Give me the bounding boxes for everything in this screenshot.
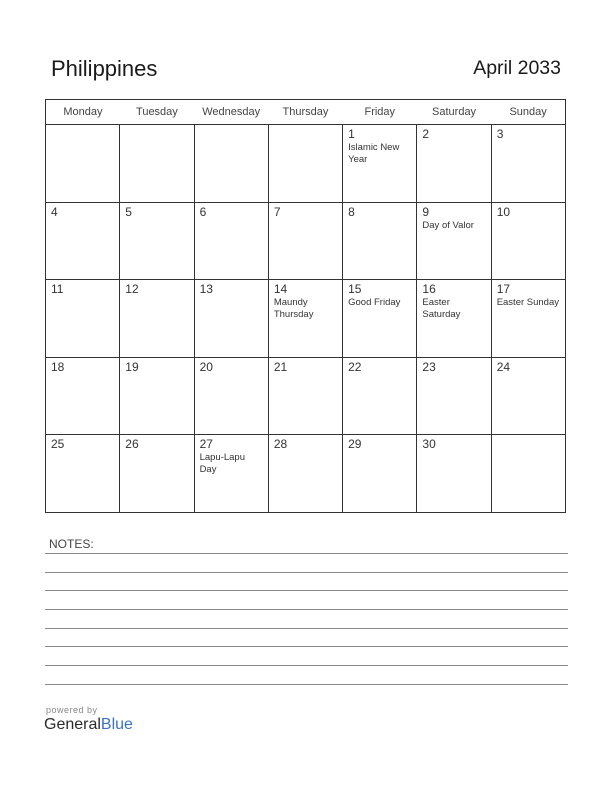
- holiday-label: Good Friday: [348, 297, 401, 309]
- day-number: 22: [348, 359, 362, 374]
- weekday-header: Thursday: [268, 100, 342, 125]
- day-cell: [46, 202, 120, 280]
- day-number: 13: [199, 282, 213, 297]
- weekday-header: Saturday: [417, 100, 491, 125]
- day-cell: [46, 125, 120, 203]
- holiday-label: Day of Valor: [422, 219, 474, 231]
- day-cell: [194, 357, 268, 435]
- day-cell: [491, 435, 565, 513]
- day-number: 24: [496, 359, 511, 374]
- day-cell: [268, 280, 342, 358]
- day-number: 6: [199, 204, 207, 219]
- note-line: [45, 590, 568, 591]
- day-number: 20: [199, 359, 213, 374]
- day-cell: [417, 357, 491, 435]
- brand-blue: Blue: [100, 716, 133, 733]
- day-cell: [417, 125, 491, 203]
- note-line: [45, 684, 568, 685]
- day-cell: [46, 280, 120, 358]
- day-number: 7: [273, 204, 281, 219]
- note-line: [45, 609, 568, 610]
- day-number: 21: [273, 359, 288, 374]
- day-cell: [120, 357, 194, 435]
- day-number: 3: [496, 127, 504, 141]
- day-cell: [194, 280, 268, 358]
- day-cell: [120, 280, 194, 358]
- day-cell: [343, 202, 417, 280]
- brand-logo: [44, 716, 133, 734]
- holiday-label: Lapu-Lapu Day: [199, 452, 245, 476]
- day-number: 8: [348, 204, 355, 219]
- note-line: [45, 665, 568, 666]
- day-cell: [343, 435, 417, 513]
- weekday-header-row: [46, 100, 566, 125]
- day-number: 10: [496, 204, 511, 219]
- holiday-label: Islamic New Year: [348, 142, 400, 165]
- day-cell: [491, 125, 565, 203]
- day-number: 16: [422, 282, 436, 297]
- calendar-grid: [45, 99, 566, 513]
- day-cell: [120, 435, 194, 513]
- day-number: 27: [199, 437, 213, 452]
- day-number: 30: [422, 437, 436, 452]
- weekday-header: Sunday: [491, 100, 565, 125]
- note-line: [45, 572, 568, 573]
- day-number: 15: [348, 282, 362, 297]
- notes-label: NOTES:: [49, 537, 94, 551]
- day-number: 9: [422, 204, 430, 219]
- day-cell: [491, 202, 565, 280]
- brand-general: General: [44, 716, 101, 733]
- note-line: [45, 646, 568, 647]
- day-number: 12: [125, 282, 139, 297]
- holiday-label: Easter Sunday: [496, 297, 560, 309]
- day-number: 29: [348, 437, 362, 452]
- day-cell: [194, 125, 268, 203]
- month-year-title: April 2033: [473, 57, 561, 79]
- day-cell: [194, 435, 268, 513]
- powered-by-text: powered by: [46, 705, 98, 715]
- day-number: 23: [422, 359, 436, 374]
- weekday-header: Tuesday: [120, 100, 194, 125]
- day-number: 19: [125, 359, 139, 374]
- day-number: 25: [51, 437, 65, 452]
- week-row: [46, 357, 566, 435]
- day-number: 14: [273, 282, 288, 297]
- week-row: [46, 435, 566, 513]
- day-cell: [343, 280, 417, 358]
- day-cell: [46, 435, 120, 513]
- day-number: 5: [125, 204, 132, 219]
- day-cell: [268, 202, 342, 280]
- day-number: 11: [51, 282, 64, 297]
- week-row: [46, 280, 566, 358]
- day-number: 18: [51, 359, 65, 374]
- day-cell: [46, 357, 120, 435]
- note-line: [45, 553, 568, 554]
- weekday-header: Friday: [343, 100, 417, 125]
- holiday-label: Easter Saturday: [422, 297, 461, 321]
- day-cell: [268, 435, 342, 513]
- day-cell: [417, 435, 491, 513]
- note-line: [45, 628, 568, 629]
- day-number: 4: [51, 204, 58, 219]
- day-number: 28: [273, 437, 288, 452]
- day-cell: [417, 202, 491, 280]
- holiday-label: Maundy Thursday: [273, 297, 314, 321]
- day-cell: [343, 125, 417, 203]
- day-number: 2: [422, 127, 430, 141]
- day-cell: [120, 202, 194, 280]
- day-cell: [491, 280, 565, 358]
- weekday-header: Monday: [46, 100, 120, 125]
- country-title: Philippines: [51, 56, 158, 81]
- day-number: 1: [348, 127, 355, 141]
- day-cell: [194, 202, 268, 280]
- day-number: 17: [496, 282, 511, 297]
- day-cell: [268, 125, 342, 203]
- day-cell: [417, 280, 491, 358]
- week-row: [46, 202, 566, 280]
- week-row: [46, 125, 566, 203]
- weekday-header: Wednesday: [194, 100, 268, 125]
- day-number: 26: [125, 437, 139, 452]
- day-cell: [120, 125, 194, 203]
- day-cell: [268, 357, 342, 435]
- day-cell: [491, 357, 565, 435]
- day-cell: [343, 357, 417, 435]
